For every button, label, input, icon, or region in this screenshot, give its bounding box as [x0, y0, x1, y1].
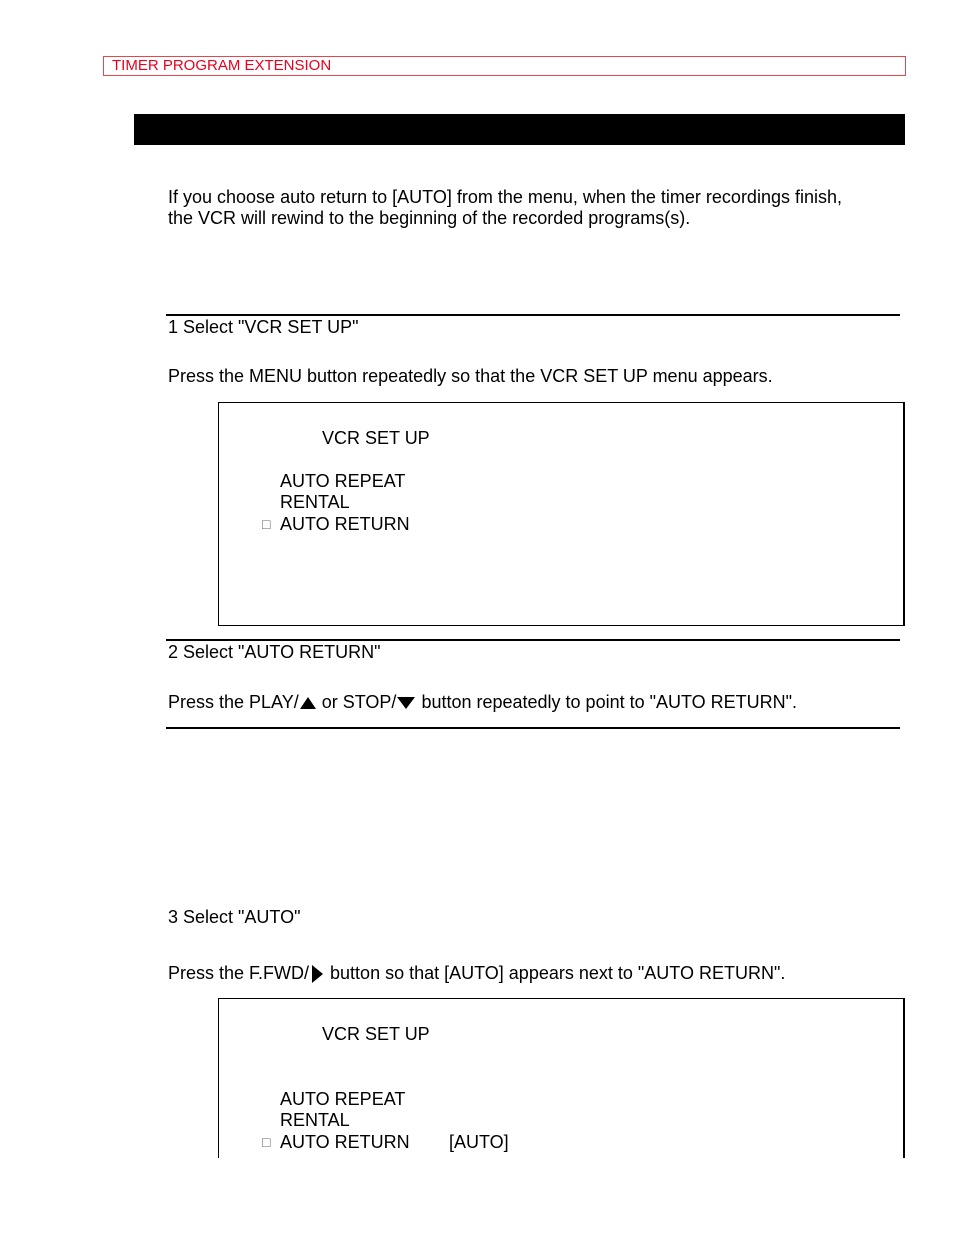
pointer-icon: □: [262, 1134, 271, 1150]
menu-title: VCR SET UP: [322, 428, 430, 448]
menu-title: VCR SET UP: [322, 1024, 430, 1044]
menu-screen-2: [218, 998, 905, 1158]
step-3-heading: 3 Select "AUTO": [168, 907, 301, 927]
instruction-text-c: button repeatedly to point to "AUTO RETURN".: [416, 692, 798, 712]
step-2-instruction: [168, 692, 797, 713]
step-2-bottom-divider: [166, 727, 900, 729]
instruction-text-a: Press the PLAY/: [168, 692, 299, 712]
menu-item-auto-return: AUTO RETURN: [280, 514, 410, 534]
down-arrow-icon: [396, 695, 416, 711]
menu-item-rental: RENTAL: [280, 492, 350, 512]
step-1-divider: [166, 314, 900, 316]
step-3-instruction: [168, 963, 785, 984]
instruction-text-b: or STOP/: [316, 692, 397, 712]
pointer-icon: □: [262, 516, 271, 532]
menu-item-auto-repeat: AUTO REPEAT: [280, 471, 406, 491]
menu-screen-1: [218, 402, 905, 626]
menu-item-auto-return: AUTO RETURN: [280, 1132, 410, 1152]
intro-line-2: the VCR will rewind to the beginning of the recorded programs(s).: [168, 208, 691, 228]
up-arrow-icon: [299, 695, 317, 711]
menu-item-rental: RENTAL: [280, 1110, 350, 1130]
section-header-title: TIMER PROGRAM EXTENSION: [112, 57, 332, 74]
step-2-heading: 2 Select "AUTO RETURN": [168, 642, 381, 662]
instruction-text-a: Press the F.FWD/: [168, 963, 310, 983]
step-2-divider: [166, 639, 900, 641]
step-1-heading: 1 Select "VCR SET UP": [168, 317, 359, 337]
right-arrow-icon: [309, 964, 325, 984]
menu-item-auto-repeat: AUTO REPEAT: [280, 1089, 406, 1109]
auto-return-value: [AUTO]: [449, 1132, 509, 1152]
title-bar: [134, 114, 905, 145]
intro-line-1: If you choose auto return to [AUTO] from the menu, when the timer recordings finish,: [168, 187, 842, 207]
step-1-instruction: Press the MENU button repeatedly so that the VCR SET UP menu appears.: [168, 366, 773, 386]
instruction-text-b: button so that [AUTO] appears next to "AUTO RETURN".: [325, 963, 786, 983]
